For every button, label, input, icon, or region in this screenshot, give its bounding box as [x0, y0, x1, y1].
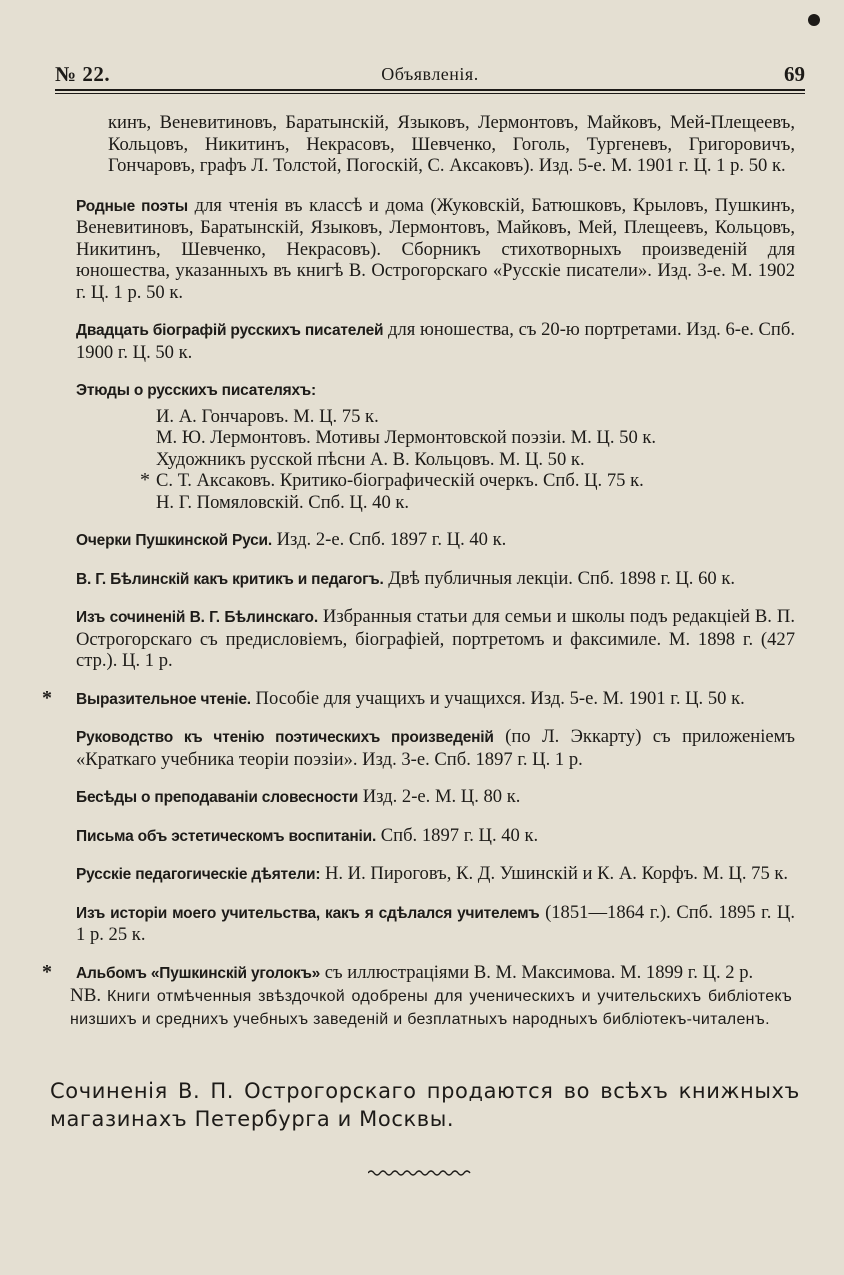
book-details: Спб. 1897 г. Ц. 40 к.: [376, 824, 539, 846]
book-entry: [60, 319, 795, 363]
issue-number: № 22.: [55, 62, 111, 86]
book-entry: [60, 902, 795, 946]
approval-star: *: [140, 469, 150, 491]
ink-dot: [808, 14, 820, 26]
book-title: Бесѣды о преподаваніи словесности: [76, 789, 359, 806]
sub-item-text: М. Ю. Лермонтовъ. Мотивы Лермонтовской поэзіи. М. Ц. 50 к.: [156, 427, 657, 448]
book-details: Изд. 2-е. Спб. 1897 г. Ц. 40 к.: [271, 529, 507, 550]
book-details: (1851—1864 г.). Спб. 1895 г. Ц. 1 р. 25 к.: [76, 901, 795, 945]
sub-item: [156, 449, 795, 471]
approval-star: *: [42, 686, 52, 709]
book-title: Альбомъ «Пушкинскій уголокъ»: [76, 964, 321, 982]
page-header: [55, 60, 805, 88]
book-details: для юношества, съ 20-ю портретами. Изд. 6-е. Спб. 1900 г. Ц. 50 к.: [76, 319, 795, 363]
nb-label: NB.: [70, 985, 102, 1006]
nota-bene-note: [70, 984, 792, 1031]
book-list: [42, 112, 795, 1000]
sub-item-text: И. А. Гончаровъ. М. Ц. 75 к.: [156, 405, 379, 427]
page-number: 69: [784, 62, 805, 86]
book-title: Изъ сочиненій В. Г. Бѣлинскаго.: [76, 609, 318, 626]
continued-entry: [60, 112, 795, 177]
book-entry: [60, 529, 795, 552]
book-entry: [60, 606, 795, 672]
book-entry: [60, 863, 795, 886]
book-entry: [42, 686, 795, 711]
section-title: Объявленія.: [381, 64, 479, 84]
book-title: Очерки Пушкинской Руси.: [76, 532, 272, 549]
book-details: Н. И. Пироговъ, К. Д. Ушинскій и К. А. Корфъ. М. Ц. 75 к.: [320, 863, 789, 884]
book-title: Изъ исторіи моего учительства, какъ я сдѣлался учителемъ: [76, 904, 540, 922]
sub-item: [140, 469, 795, 492]
book-entry: [60, 379, 795, 513]
book-title: Выразительное чтеніе.: [76, 690, 251, 708]
book-details: съ иллюстраціями В. М. Максимова. М. 1899 г. Ц. 2 р.: [320, 961, 754, 983]
sales-notice: Сочиненія В. П. Острогорскаго продаются во всѣхъ книжныхъ магазинахъ Петербурга и Москвы.: [50, 1079, 800, 1131]
sub-item: [156, 427, 795, 449]
book-entry: [60, 726, 795, 770]
book-details: Пособіе для учащихъ и учащихся. Изд. 5-е. М. 1901 г. Ц. 50 к.: [250, 687, 745, 709]
wave-ornament-icon: [368, 1168, 472, 1178]
book-details: Избранныя статьи для семьи и школы подъ редакціей В. П. Острогорскаго съ предисловіемъ, біографіей, портретомъ и факсимиле. М. 1898 г. (427 стр.). Ц. 1 р.: [76, 606, 795, 671]
sub-item-text: Художникъ русской пѣсни А. В. Кольцовъ. М. Ц. 50 к.: [156, 448, 585, 470]
sub-item: [156, 406, 795, 428]
sub-list: [76, 406, 795, 514]
book-title: В. Г. Бѣлинскій какъ критикъ и педагогъ.: [76, 570, 384, 588]
book-details: Двѣ публичныя лекціи. Спб. 1898 г. Ц. 60 к.: [383, 567, 736, 589]
book-title: Родные поэты: [76, 197, 188, 215]
sub-item-text: С. Т. Аксаковъ. Критико-біографическій очеркъ. Спб. Ц. 75 к.: [156, 470, 644, 491]
book-entry: [60, 195, 795, 304]
book-entry: [60, 568, 795, 591]
book-entry: [60, 825, 795, 848]
book-title: Письма объ эстетическомъ воспитаніи.: [76, 827, 377, 845]
header-rule-thin: [55, 93, 805, 94]
book-title: Руководство къ чтенію поэтическихъ произведеній: [76, 729, 494, 746]
header-rule: [55, 89, 805, 91]
continued-text: кинъ, Веневитиновъ, Баратынскій, Языковъ, Лермонтовъ, Майковъ, Мей-Плещеевъ, Кольцовъ, Никитинъ, Некрасовъ, Шевченко, Гоголь, Тургеневъ, Григоровичъ, Гончаровъ, графъ Л. Толстой, Погоскій, С. Аксаковъ). Изд. 5-е. М. 1901 г. Ц. 1 р. 50 к.: [108, 112, 795, 176]
book-entry: [42, 960, 795, 985]
book-title: Этюды о русскихъ писателяхъ:: [76, 382, 316, 399]
nb-text: Книги отмѣченныя звѣздочкой одобрены для ученическихъ и учительскихъ библіотекъ низшихъ и среднихъ учебныхъ заведеній и безплатныхъ народныхъ библіотекъ-читаленъ.: [70, 988, 792, 1028]
book-details: (по Л. Эккарту) съ приложеніемъ «Краткаго учебника теоріи поэзіи». Изд. 3-е. Спб. 1897 г. Ц. 1 р.: [76, 726, 795, 770]
book-title: Русскіе педагогическіе дѣятели:: [76, 866, 321, 883]
book-details: для чтенія въ классѣ и дома (Жуковскій, Батюшковъ, Крыловъ, Пушкинъ, Веневитиновъ, Баратынскій, Языковъ, Лермонтовъ, Майковъ, Мей, Плещеевъ, Кольцовъ, Никитинъ, Шевченко, Некрасовъ). Сборникъ стихотворныхъ произведеній для юношества, указанныхъ въ книгѣ В. Острогорскаго «Русскіе писатели». Изд. 3-е. М. 1902 г. Ц. 1 р. 50 к.: [76, 194, 795, 303]
sub-item: [156, 492, 795, 514]
book-entry: [60, 786, 795, 809]
book-details: Изд. 2-е. М. Ц. 80 к.: [358, 786, 521, 807]
book-title: Двадцать біографій русскихъ писателей: [76, 322, 384, 339]
approval-star: *: [42, 960, 52, 983]
sub-item-text: Н. Г. Помяловскій. Спб. Ц. 40 к.: [156, 491, 410, 513]
